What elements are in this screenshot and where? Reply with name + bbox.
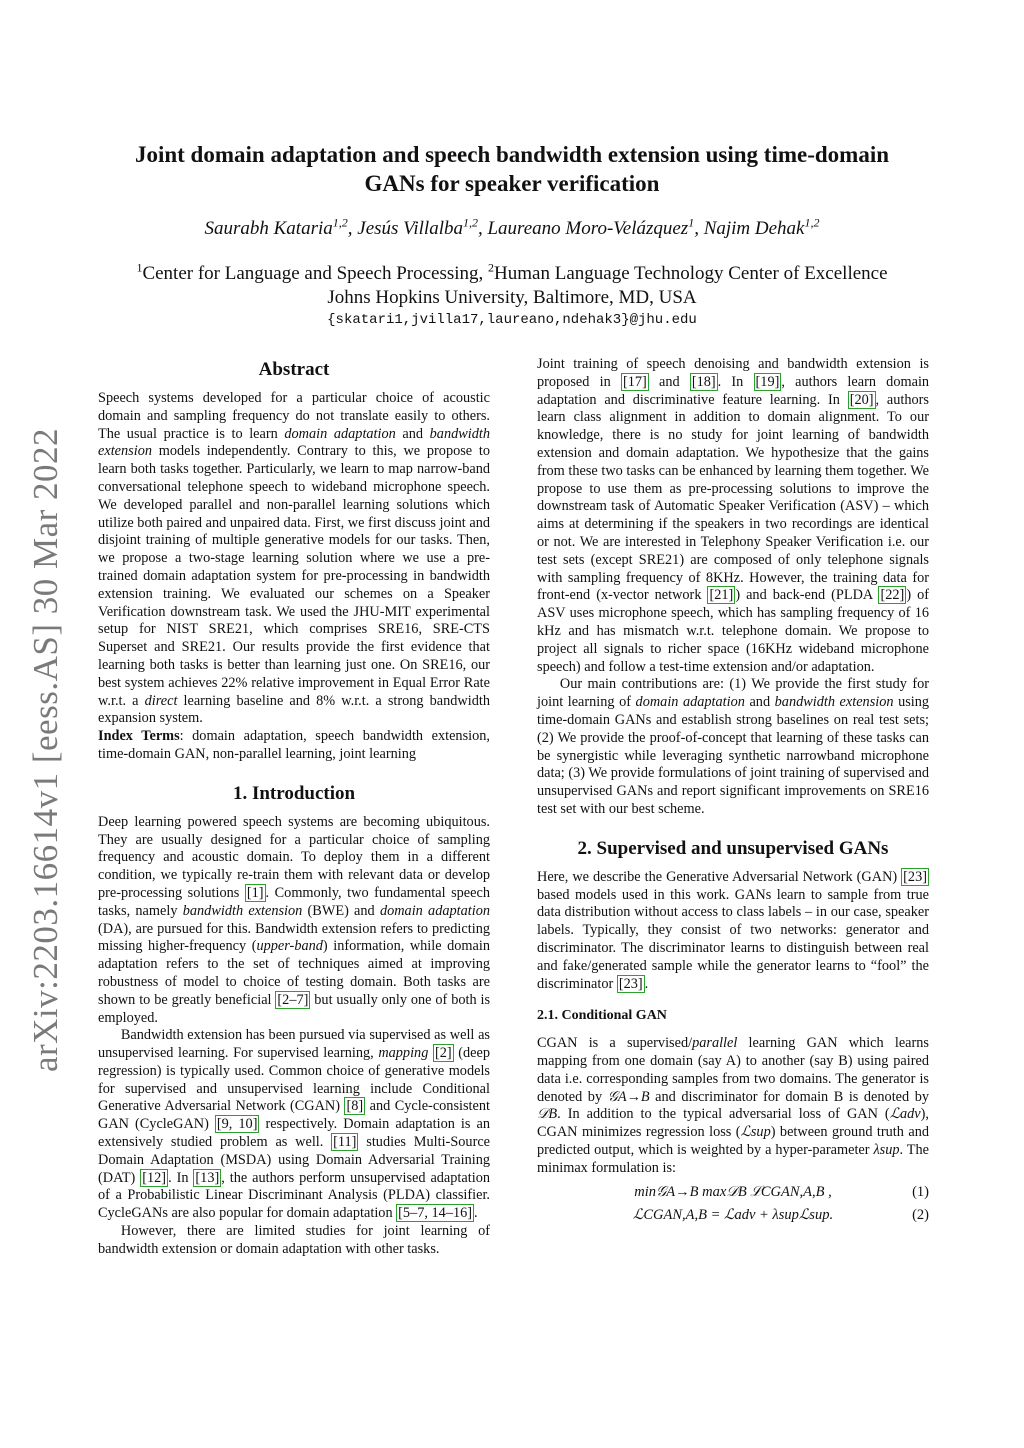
equation-number: (1)	[912, 1183, 929, 1200]
equation-1	[537, 1184, 929, 1202]
citation-link[interactable]: [23]	[903, 868, 927, 885]
citation-link[interactable]: [22]	[880, 587, 905, 604]
cgan-paragraph: CGAN is a supervised/parallel learning GAN which learns mapping from one domain (say A) to another (say B) using paired data i.e. corresponding samples from two domains. The generator is denoted by 𝒢A→B and discriminator for domain B is denoted by 𝒟B. In addition to the typical adversarial loss of GAN (ℒadv), CGAN minimizes regression loss (ℒsup) between ground truth and predicted output, which is weighted by a hyper-parameter λsup. The minimax formulation is:	[537, 1035, 930, 1176]
paper-title: Joint domain adaptation and speech bandwidth extension using time-domain GANs for speaker verification	[134, 142, 890, 196]
citation-link[interactable]: [13]	[195, 1169, 220, 1186]
introduction-heading: 1. Introduction	[232, 782, 356, 804]
equation-2	[537, 1207, 929, 1225]
equation-2-body: ℒCGAN,A,B = ℒadv + λsupℒsup.	[632, 1207, 834, 1224]
intro-paragraph-1: Deep learning powered speech systems are becoming ubiquitous. They are usually designed for a particular choice of sampling frequency and acoustic domain. To deploy them in a different condition, we typically re-train them with relevant data or develop pre-processing solutions [1] . Commonly, two fundamental speech tasks, namely bandwidth extension (BWE) and domain adaptation (DA), are pursued for this. Bandwidth extension refers to predicting missing higher-frequency (upper-band) information, while domain adaptation refers to the set of techniques aimed at improving robustness of model to choice of testing domain. Both tasks are shown to be greatly beneficial [2–7] but usually only one of both is employed.	[98, 813, 491, 1026]
affiliations	[90, 262, 934, 310]
citation-link[interactable]: [21]	[709, 587, 734, 604]
author-affiliation-marker: 1,2	[804, 215, 820, 230]
citation-link[interactable]: [12]	[142, 1169, 167, 1186]
right-column	[537, 356, 929, 1231]
section-2-paragraph: Here, we describe the Generative Adversarial Network (GAN) [23] based models used in this work. GANs learn to sample from true data distribution without access to class labels – in our case, speaker labels. Typically, they consist of two networks: generator and discriminator. The discriminator learns to distinguish between real and fake/generated sample while the generator learns to “fool” the discriminator [23] .	[537, 868, 929, 992]
intro-paragraph-2: Bandwidth extension has been pursued via supervised as well as unsupervised learning. For supervised learning, mapping [2] (deep regression) is typically used. Common choice of generative models for supervised and unsupervised learning include Conditional Generative Adversarial Network (CGAN) [8] and Cycle-consistent GAN (CycleGAN) [9, 10] respectively. Domain adaptation is an extensively studied problem as well. [11] studies Multi-Source Domain Adaptation (MSDA) using Domain Adversarial Training (DAT) [12] . In [13] , the authors perform unsupervised adaptation of a Probabilistic Linear Discriminant Analysis (PLDA) classifier. CycleGANs are also popular for domain adaptation [5–7, 14–16] .	[98, 1027, 491, 1222]
index-terms: Index Terms: domain adaptation, speech bandwidth extension, time-domain GAN, non-parallel learning, joint learning	[98, 728, 490, 762]
affiliation-line-1: $^1$Center for Language and Speech Processing, $^2$Human Language Technology Center of Excellence	[136, 260, 888, 284]
author-affiliation-marker: 1,2	[462, 215, 478, 230]
author-name: Laureano Moro-Velázquez	[487, 218, 689, 239]
citation-link[interactable]: [5–7, 14–16]	[398, 1205, 473, 1222]
intro-paragraph-3: However, there are limited studies for joint learning of bandwidth extension or domain adaptation with other tasks.	[98, 1223, 490, 1257]
citation-link[interactable]: [9, 10]	[216, 1116, 258, 1133]
author-name: Jesús Villalba	[357, 218, 463, 239]
author-affiliation-marker: 1	[688, 215, 695, 230]
citation-link[interactable]: [18]	[691, 373, 716, 390]
author-name: Saurabh Kataria	[204, 218, 333, 239]
contributions-paragraph: Our main contributions are: (1) We provide the first study for joint learning of domain adaptation and bandwidth extension using time-domain GANs and establish strong baselines on real test sets; (2) We provide the proof-of-concept that learning of these tasks can be synergistic while leveraging synthetic narrowband microphone data; (3) We provide formulations of joint training of supervised and unsupervised GANs and report significant improvements on SRE16 test set with our best scheme.	[537, 676, 930, 817]
author-list: Saurabh Kataria$^{1,2}$, Jesús Villalba$^{1,2}$, Laureano Moro-Velázquez$^1$, Najim Dehak$^{1,2}$	[204, 215, 820, 239]
author-emails: {skatari1,jvilla17,laureano,ndehak3}@jhu.edu	[327, 312, 697, 328]
left-column	[98, 356, 490, 1259]
abstract-heading: Abstract	[258, 359, 330, 380]
equation-number: (2)	[912, 1207, 929, 1224]
citation-link[interactable]: [19]	[755, 373, 780, 390]
section-2-heading: 2. Supervised and unsupervised GANs	[577, 837, 889, 859]
citation-link[interactable]: [8]	[346, 1098, 364, 1115]
equation-1-body: min𝒢A→B max𝒟B ℒCGAN,A,B ,	[634, 1183, 832, 1200]
citation-link[interactable]: [23]	[618, 975, 643, 992]
author-affiliation-marker: 1,2	[332, 215, 348, 230]
citation-link[interactable]: [2–7]	[277, 991, 309, 1008]
subsection-2-1-heading: 2.1. Conditional GAN	[537, 1008, 667, 1024]
citation-link[interactable]: [1]	[246, 884, 264, 901]
citation-link[interactable]: [20]	[849, 391, 874, 408]
arxiv-watermark: arXiv:2203.16614v1 [eess.AS] 30 Mar 2022	[26, 427, 65, 1073]
citation-link[interactable]: [2]	[434, 1045, 452, 1062]
abstract-text: Speech systems developed for a particular choice of acoustic domain and sampling frequency do not translate easily to others. The usual practice is to learn domain adaptation and bandwidth extension models independently. Contrary to this, we propose to learn both tasks together. Particularly, we learn to map narrow-band conversational telephone speech to wideband microphone speech. We developed parallel and non-parallel learning solutions which utilize both paired and unpaired data. First, we first discuss joint and disjoint training of multiple generative models for our tasks. Then, we propose a two-stage learning solution where we use a pre-trained domain adaptation system for pre-processing in bandwidth extension training. We evaluated our schemes on a Speaker Verification downstream task. We used the JHU-MIT experimental setup for NIST SRE21, which comprises SRE16, SRE-CTS Superset and SRE21. Our results provide the first evidence that learning both tasks is better than learning just one. On SRE16, our best system achieves 22% relative improvement in Equal Error Rate w.r.t. a direct learning baseline and 8% w.r.t. a strong bandwidth expansion system.	[98, 390, 491, 727]
intro-paragraph-4: Joint training of speech denoising and bandwidth extension is proposed in [17] and [18] . In [19] , authors learn domain adaptation and discriminative feature learning. In [20] , authors learn class alignment in addition to domain alignment. To our knowledge, there is no study for joint learning of bandwidth extension and domain adaptation. We hypothesize that the gains from these two tasks can be enhanced by learning them together. We propose to use them as pre-processing solutions to improve the downstream task of Automatic Speaker Verification (ASV) – which aims at determining if the speakers in two recordings are identical or not. We are interested in Telephony Speaker Verification i.e. our test sets (except SRE21) are composed of only telephone signals with sampling frequency of 8KHz. However, the training data for front-end (x-vector network [21] ) and back-end (PLDA [22] ) of ASV uses microphone speech, which has sampling frequency of 16 kHz and has mismatch w.r.t. telephone domain. We propose to project all signals to richer space (16KHz wideband microphone speech) and follow a test-time extension and/or adaptation.	[537, 356, 930, 675]
affiliation-line-2: Johns Hopkins University, Baltimore, MD, USA	[327, 287, 697, 308]
author-name: Najim Dehak	[703, 218, 805, 239]
citation-link[interactable]: [11]	[333, 1134, 357, 1151]
citation-link[interactable]: [17]	[622, 373, 647, 390]
